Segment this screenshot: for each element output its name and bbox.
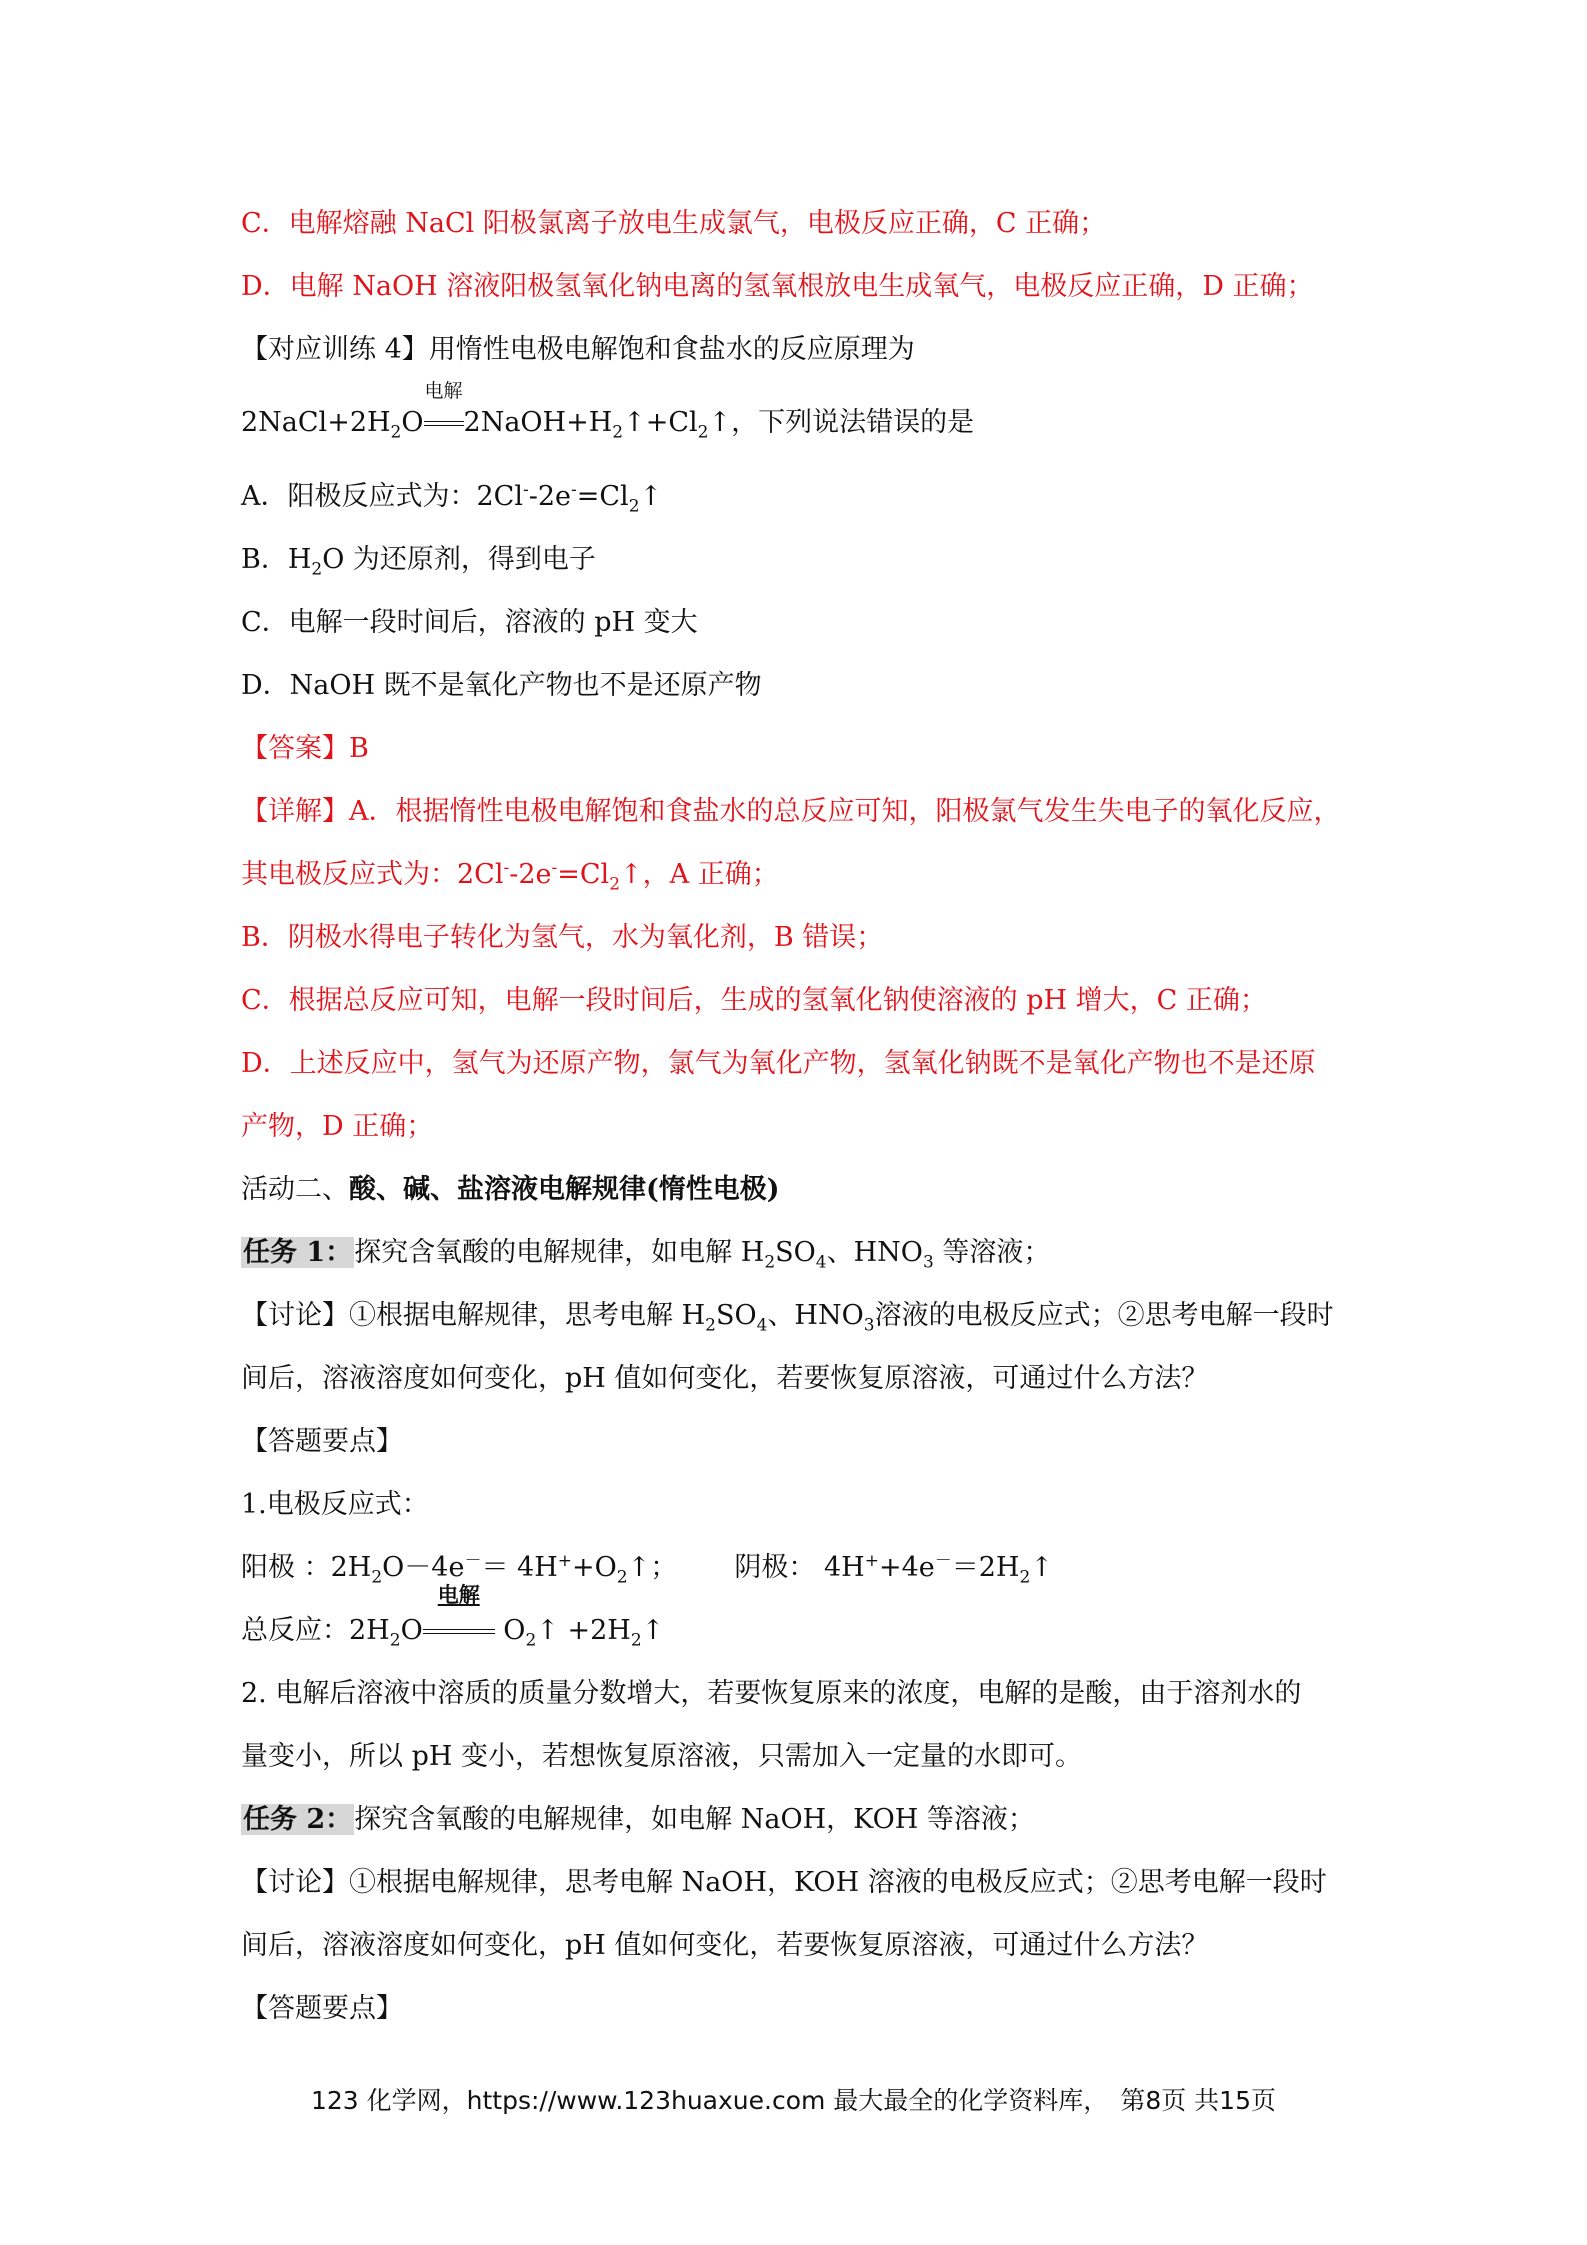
task-2: 任务 2：探究含氧酸的电解规律，如电解 NaOH，KOH 等溶液； [243, 1804, 1035, 1835]
option-c: C．电解一段时间后，溶液的 pH 变大 [241, 607, 698, 638]
option-a: A．阳极反应式为：$2Cl^--2e^-=Cl_2↑$ [241, 480, 663, 517]
electrode-title: 1.电极反应式： [241, 1489, 429, 1520]
detail-line-1: 【详解】A．根据惰性电极电解饱和食盐水的总反应可知，阳极氯气发生失电子的氧化反应， [241, 796, 1341, 827]
task-2-label: 任务 2： [243, 1804, 353, 1835]
explanation-c-prev: C．电解熔融 NaCl 阳极氯离子放电生成氯气，电极反应正确，C 正确； [241, 208, 1107, 239]
task-1: 任务 1：探究含氧酸的电解规律，如电解 $H_2SO_4$、$HNO_3$ 等溶液； [243, 1237, 1051, 1273]
total-electrolysis-condition: 电解 [423, 1611, 495, 1651]
answer: 【答案】B [241, 733, 369, 764]
reaction-equation: $2NaCl+2H_2O$ 电解 $2NaOH+H_2↑+Cl_2↑$，下列说法错误的是 [241, 380, 975, 443]
footer-page-number: 第8页 共15页 [1120, 2086, 1276, 2115]
detail-line-6: 产物，D 正确； [241, 1111, 434, 1142]
discussion-2-line-2: 间后，溶液溶度如何变化，pH 值如何变化，若要恢复原溶液，可通过什么方法？ [241, 1930, 1209, 1961]
detail-line-5: D．上述反应中，氢气为还原产物，氯气为氧化产物，氢氧化钠既不是氧化产物也不是还原 [241, 1048, 1316, 1079]
detail-line-3: B．阴极水得电子转化为氢气，水为氧化剂，B 错误； [241, 922, 884, 953]
task-1-label: 任务 1： [243, 1237, 353, 1268]
detail-line-2: 其电极反应式为：$2Cl^--2e^-=Cl_2↑$，A 正确； [241, 858, 779, 895]
option-b: B．$H_2O$ 为还原剂，得到电子 [241, 544, 596, 580]
discussion-1-line-2: 间后，溶液溶度如何变化，pH 值如何变化，若要恢复原溶液，可通过什么方法？ [241, 1363, 1209, 1394]
explanation-d-prev: D．电解 NaOH 溶液阳极氢氧化钠电离的氢氧根放电生成氧气，电极反应正确，D 正确； [241, 271, 1314, 302]
option-d: D．NaOH 既不是氧化产物也不是还原产物 [241, 670, 762, 701]
page-footer [0, 2083, 1587, 2119]
key-points-2: 【答题要点】 [241, 1993, 403, 2024]
key-points-1: 【答题要点】 [241, 1426, 403, 1457]
discussion-1-line-1: 【讨论】①根据电解规律，思考电解 $H_2SO_4$、$HNO_3$溶液的电极反应式；②思考电解一段时 [241, 1300, 1334, 1336]
point-2-line-2: 量变小，所以 pH 变小，若想恢复原溶液，只需加入一定量的水即可。 [241, 1741, 1082, 1772]
point-2-line-1: 2. 电解后溶液中溶质的质量分数增大，若要恢复原来的浓度，电解的是酸，由于溶剂水的 [241, 1678, 1302, 1709]
footer-site: 123 化学网，https://www.123huaxue.com 最大最全的化学资料库， [311, 2086, 1109, 2115]
electrolysis-condition: 电解 [424, 403, 464, 443]
discussion-2-line-1: 【讨论】①根据电解规律，思考电解 NaOH，KOH 溶液的电极反应式；②思考电解一段时 [241, 1867, 1327, 1898]
total-reaction: 总反应：$2H_2O$ 电解 $O_2↑$ $+2H_2↑$ [241, 1582, 665, 1651]
exercise-4-title: 【对应训练 4】用惰性电极电解饱和食盐水的反应原理为 [241, 334, 915, 365]
detail-line-4: C．根据总反应可知，电解一段时间后，生成的氢氧化钠使溶液的 pH 增大，C 正确； [241, 985, 1267, 1016]
electrode-reactions: 阳极 ：$2H_2O-4e^-=$ $4H^++O_2↑$； 阴极： $4H^++4e^-=2H_2↑$ [241, 1551, 1053, 1588]
activity-heading: 活动二、酸、碱、盐溶液电解规律(惰性电极) [241, 1174, 780, 1205]
